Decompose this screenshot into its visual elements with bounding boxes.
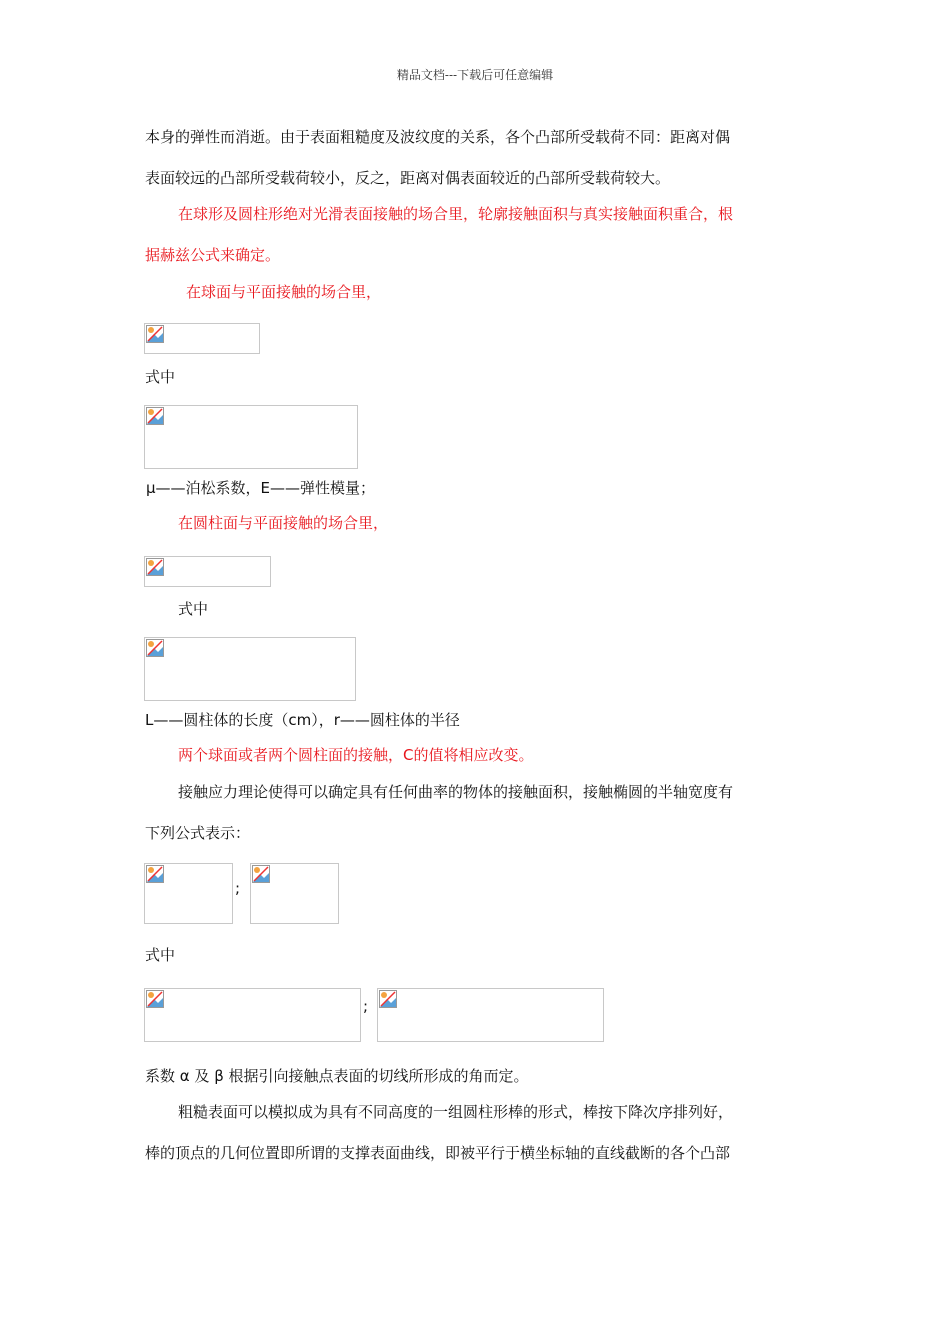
formula-image (250, 863, 339, 924)
formula-image (144, 323, 260, 354)
variable-definition: L——圆柱体的长度（cm），r——圆柱体的半径 (145, 711, 460, 729)
broken-image-icon (146, 639, 164, 657)
broken-image-icon (146, 865, 164, 883)
paragraph-line: 本身的弹性而消逝。由于表面粗糙度及波纹度的关系，各个凸部所受载荷不同：距离对偶 (145, 128, 731, 146)
formula-label: 式中 (178, 600, 209, 618)
broken-image-icon (146, 407, 164, 425)
formula-image (144, 405, 358, 469)
paragraph-line-red: 在球形及圆柱形绝对光滑表面接触的场合里，轮廓接触面积与真实接触面积重合，根 (178, 205, 734, 223)
formula-label: 式中 (145, 368, 176, 386)
formula-separator: ; (235, 879, 241, 897)
formula-label: 式中 (145, 946, 176, 964)
formula-image (144, 637, 356, 701)
broken-image-icon (379, 990, 397, 1008)
broken-image-icon (146, 558, 164, 576)
paragraph-line-red: 据赫兹公式来确定。 (145, 246, 281, 264)
formula-image (144, 863, 233, 924)
paragraph-line: 系数 α 及 β 根据引向接触点表面的切线所形成的角而定。 (145, 1067, 529, 1085)
broken-image-icon (146, 325, 164, 343)
paragraph-line: 接触应力理论使得可以确定具有任何曲率的物体的接触面积，接触椭圆的半轴宽度有 (178, 783, 734, 801)
paragraph-line: 棒的顶点的几何位置即所谓的支撑表面曲线，即被平行于横坐标轴的直线截断的各个凸部 (145, 1144, 731, 1162)
paragraph-line: 下列公式表示： (145, 824, 251, 842)
paragraph-line-red: 两个球面或者两个圆柱面的接触，C的值将相应改变。 (178, 746, 534, 764)
formula-image (144, 988, 361, 1042)
paragraph-line: 表面较远的凸部所受载荷较小，反之，距离对偶表面较近的凸部所受载荷较大。 (145, 169, 671, 187)
paragraph-line: 粗糙表面可以模拟成为具有不同高度的一组圆柱形棒的形式，棒按下降次序排列好， (178, 1103, 734, 1121)
paragraph-line-red: 在圆柱面与平面接触的场合里， (178, 514, 389, 532)
variable-definition: μ——泊松系数，E——弹性模量； (146, 479, 376, 497)
formula-separator: ; (363, 997, 369, 1015)
broken-image-icon (146, 990, 164, 1008)
broken-image-icon (252, 865, 270, 883)
page-header: 精品文档---下载后可任意编辑 (396, 68, 554, 82)
formula-image (144, 556, 271, 587)
paragraph-line-red: 在球面与平面接触的场合里， (186, 283, 382, 301)
formula-image (377, 988, 604, 1042)
